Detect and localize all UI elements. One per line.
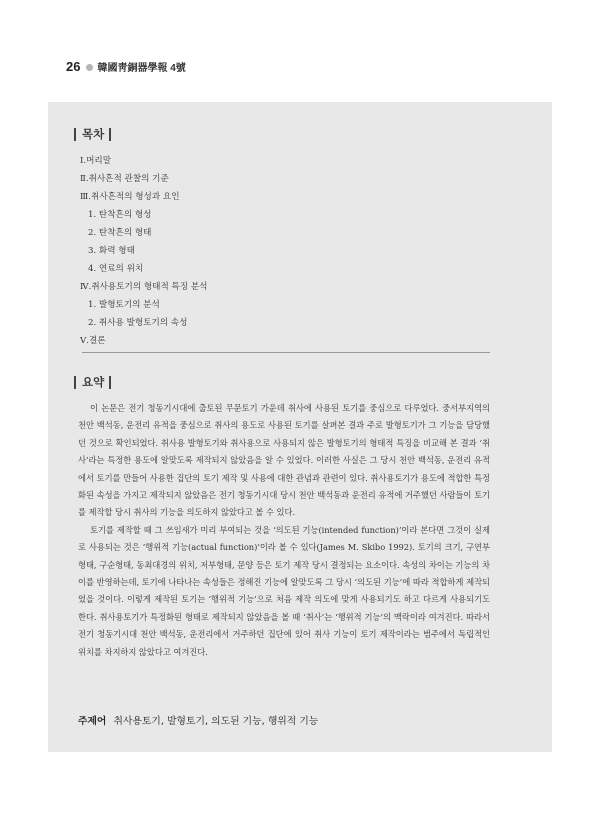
- abstract-heading-text: 요약: [82, 375, 105, 389]
- keywords: [78, 713, 318, 727]
- running-header: [66, 59, 186, 74]
- toc-item: 2. 취사용 발형토기의 속성: [88, 318, 188, 328]
- abstract-paragraph: 토기를 제작할 때 그 쓰임새가 미리 부여되는 것을 ‘의도된 기능(intended function)’이라 본다면 그것이 실제로 사용되는 것은 ‘행위적 기능(actual function)’이라 볼 수 있다(James M. Skibo 1992). 토기의 크기, 구연부형태, 구순형태, 동최대경의 위치, 저부형태, 문양 등은 토기 제작 당시 결정되는 요소이다. 속성의 차이는 기능의 차이를 반영하는데, 토기에 나타나는 속성들은 정해진 기능에 알맞도록 그 당시 ‘의도된 기능’에 따라 적합하게 제작되었을 것이다. 이렇게 제작된 토기는 ‘행위적 기능’으로 처음 제작 의도에 맞게 사용되기도 하고 다르게 사용되기도 한다. 취사용토기가 특정화된 형태로 제작되지 않았음을 볼 때 ‘취사’는 ‘행위적 기능’의 맥락이라 여겨진다. 따라서 전기 청동기시대 천안 백석동, 운전리에서 거주하던 집단에 있어 취사 기능이 토기 제작이라는 범주에서 독립적인 위치를 차지하지 않았다고 여겨진다.: [78, 524, 490, 657]
- toc-item: Ⅲ.취사흔적의 형성과 요인: [80, 192, 180, 202]
- toc-item: Ⅰ.머리말: [80, 156, 112, 166]
- bullet-dot-icon: [86, 64, 93, 71]
- heading-bar-left: [74, 128, 76, 141]
- toc-item: Ⅱ.취사흔적 관찰의 기준: [80, 174, 169, 184]
- toc-item: 2. 탄착흔의 형태: [88, 228, 152, 238]
- section-divider: [82, 352, 490, 353]
- abstract-body: [78, 400, 490, 661]
- toc-item: 1. 탄착흔의 형성: [88, 210, 152, 220]
- toc-item: 4. 연료의 위치: [88, 264, 144, 274]
- keywords-label: 주제어: [78, 716, 107, 727]
- toc-heading-text: 목차: [82, 127, 105, 141]
- toc-item: 1. 발형토기의 분석: [88, 300, 160, 310]
- keywords-text: 취사용토기, 발형토기, 의도된 기능, 행위적 기능: [113, 716, 319, 727]
- toc-item: 3. 화력 형태: [88, 246, 135, 256]
- toc-heading: [74, 126, 111, 142]
- abstract-heading: [74, 374, 111, 390]
- abstract-paragraph: 이 논문은 전기 청동기시대에 출토된 무문토기 가운데 취사에 사용된 토기를 중심으로 다루었다. 중서부지역의 천안 백석동, 운전리 유적을 중심으로 취사의 용도로 사용된 토기를 살펴본 결과 주로 발형토기가 그 기능을 담당했던 것으로 확인되었다. 취사용 발형토기와 취사용으로 사용되지 않은 발형토기의 형태적 특징을 비교해 본 결과 ‘취사’라는 특정한 용도에 알맞도록 제작되지 않았음을 알 수 있었다. 이러한 사실은 그 당시 천안 백석동, 운전리 유적에서 토기를 만들어 사용한 집단의 토기 제작 및 사용에 대한 관념과 관련이 있다. 취사용토기가 용도에 적합한 특정화된 속성을 가지고 제작되지 않았음은 전기 청동기시대 당시 천안 백석동과 운전리 유적에 거주했던 사람들이 토기를 제작할 당시 취사의 기능을 의도하지 않았다고 볼 수 있다.: [78, 403, 490, 518]
- toc-item: Ⅳ.취사용토기의 형태적 특징 분석: [80, 282, 208, 292]
- page-number: 26: [66, 59, 81, 74]
- heading-bar-left: [74, 376, 76, 389]
- toc-item: Ⅴ.결론: [80, 336, 106, 346]
- heading-bar-right: [109, 376, 111, 389]
- summary-box: [48, 102, 552, 752]
- journal-title: 韓國靑銅器學報 4號: [97, 63, 186, 74]
- heading-bar-right: [109, 128, 111, 141]
